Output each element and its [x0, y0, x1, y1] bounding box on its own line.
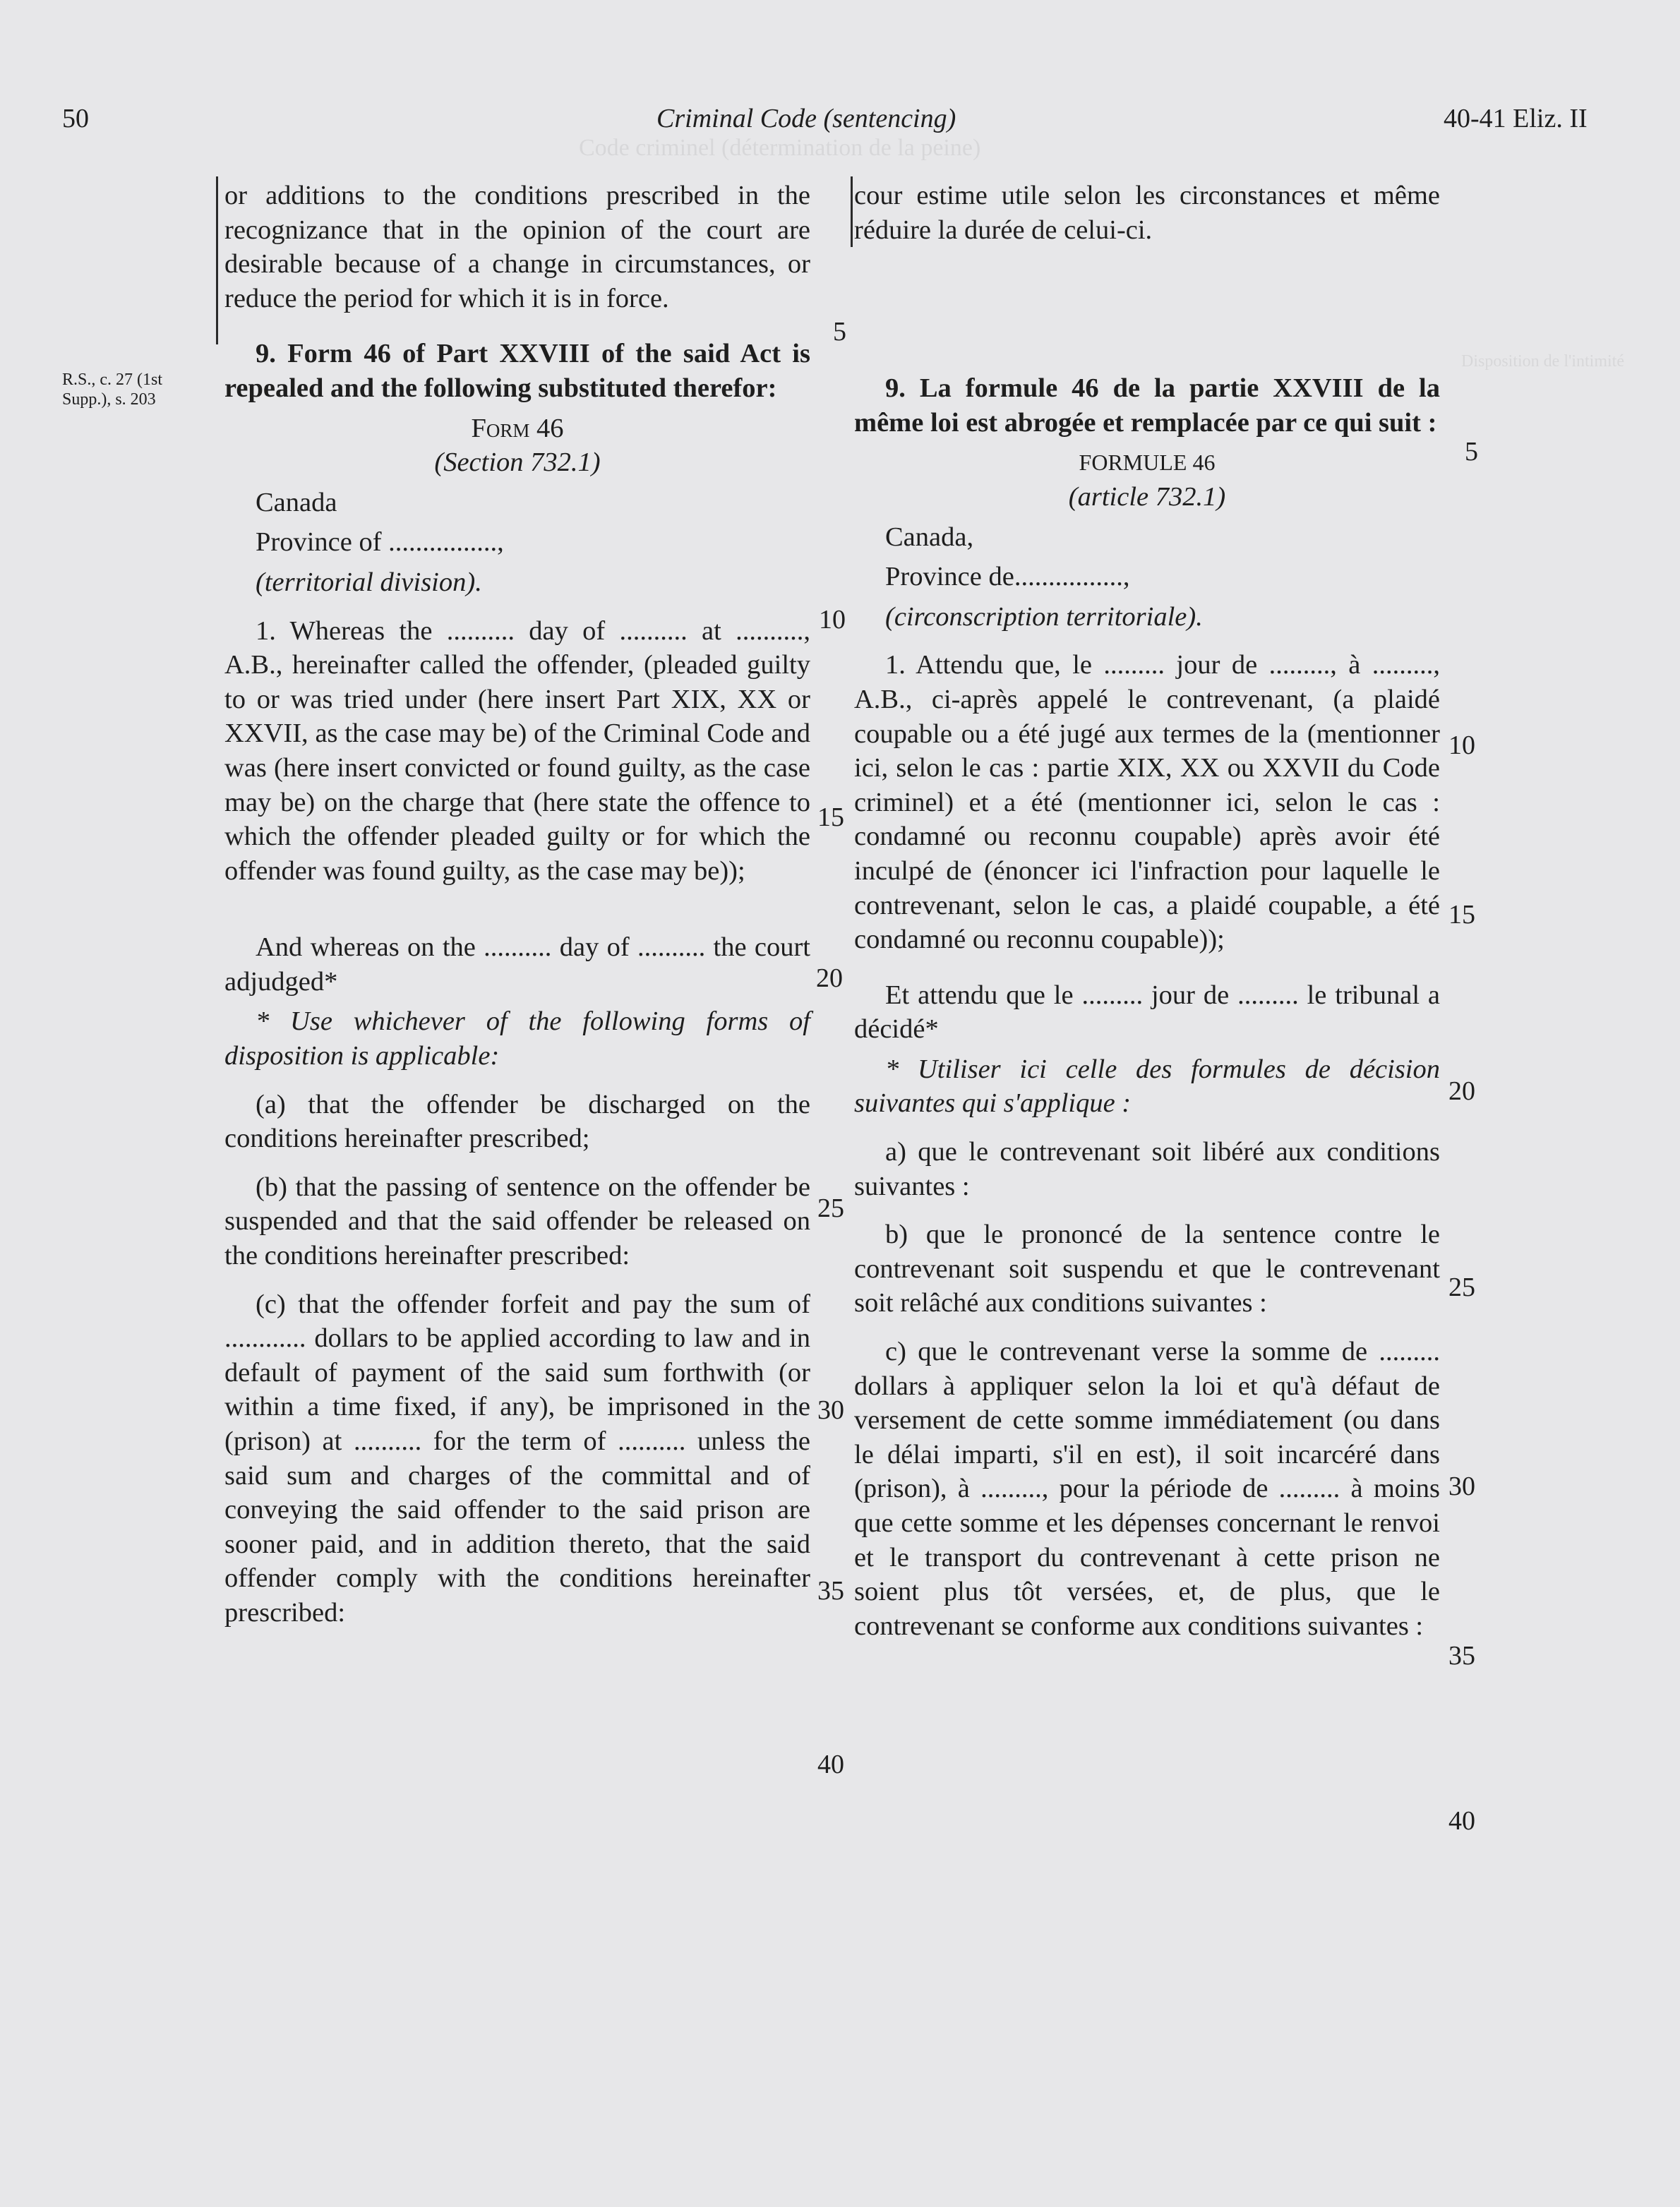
english-item-c: (c) that the offender forfeit and pay the sum of ............ dollars to be applied according to law and in default of payment of the said sum forthwith (or within a time fixed, if any), be imprisoned in the (prison) at .......... for the term of .......... unless the said sum and charges of the committal and of conveying the said offender to the said prison are sooner paid, and in addition thereto, that the said offender comply with the conditions hereinafter prescribed: — [224, 1289, 810, 1628]
french-form-title: FORMULE 46 — [1079, 450, 1216, 476]
line-number: 40 — [1448, 1806, 1475, 1836]
french-whereas-2: Et attendu que le ......... jour de ......... le tribunal a décidé* — [854, 980, 1440, 1045]
english-form-section: (Section 732.1) — [434, 447, 601, 478]
french-canada: Canada, — [885, 522, 974, 552]
french-province: Province de................, — [885, 562, 1130, 592]
line-number: 20 — [816, 963, 843, 993]
line-number: 30 — [1448, 1472, 1475, 1501]
amendment-bar-english — [216, 176, 218, 344]
line-number: 35 — [817, 1576, 844, 1606]
line-number: 20 — [1448, 1076, 1475, 1106]
english-form-title: Form 46 — [471, 413, 564, 443]
line-number: 5 — [1465, 437, 1478, 467]
english-footnote: * Use whichever of the following forms of disposition is applicable: — [224, 1006, 810, 1071]
english-clause-9: 9. Form 46 of Part XXVIII of the said Act is repealed and the following substituted therefor: — [224, 339, 810, 403]
line-number: 10 — [819, 605, 846, 635]
regnal-year: 40-41 Eliz. II — [1444, 104, 1588, 133]
english-whereas-1: 1. Whereas the .......... day of .......... at .........., A.B., hereinafter called the offender, (pleaded guilty to or was tried under (here insert Part XIX, XX or XXVII, as the case may be) of the Criminal Code and was (here insert convicted or found guilty, as the case may be) on the charge that (here state the offence to which the offender pleaded guilty or for which the offender was found guilty, as the case may be)); — [224, 615, 810, 886]
line-number: 35 — [1448, 1641, 1475, 1671]
english-canada: Canada — [256, 487, 337, 517]
french-item-a: a) que le contrevenant soit libéré aux conditions suivantes : — [854, 1137, 1440, 1201]
line-number: 5 — [833, 317, 846, 347]
line-number: 30 — [817, 1395, 844, 1425]
line-number: 40 — [817, 1750, 844, 1779]
english-item-b: (b) that the passing of sentence on the offender be suspended and that the said offender be released on the conditions hereinafter prescribed: — [224, 1172, 810, 1271]
line-number: 25 — [1448, 1273, 1475, 1302]
french-item-b: b) que le prononcé de la sentence contre le contrevenant soit suspendu et que le contrevenant soit relâché aux conditions suivantes : — [854, 1220, 1440, 1318]
line-number: 15 — [817, 802, 844, 832]
english-continuation: or additions to the conditions prescribed in the recognizance that in the opinion of the court are desirable because of a change in circumstances, or reduce the period for which it is in force. — [224, 181, 810, 313]
line-number: 15 — [1448, 900, 1475, 930]
english-column — [224, 179, 810, 1630]
french-form-section: (article 732.1) — [1068, 481, 1226, 512]
running-title: Criminal Code (sentencing) — [656, 104, 956, 133]
bleed-through-margin: Disposition de l'intimité — [1461, 352, 1624, 371]
amendment-bar-french — [851, 176, 853, 247]
french-clause-9: 9. La formule 46 de la partie XXVIII de la même loi est abrogée et remplacée par ce qui suit : — [854, 373, 1440, 438]
french-item-c: c) que le contrevenant verse la somme de ......... dollars à appliquer selon la loi et qu'à défaut de versement de cette somme immédiatement (ou dans le délai imparti, s'il en est), il soit incarcéré dans (prison), à ........., pour la période de ......... à moins que cette somme et les dépenses concernant le renvoi et le transport du contrevenant à cette prison ne soient plus tôt versées, et, de plus, que le contrevenant se conforme aux conditions suivantes : — [854, 1337, 1440, 1641]
page-number: 50 — [62, 104, 89, 133]
line-number: 25 — [817, 1193, 844, 1223]
english-whereas-2: And whereas on the .......... day of .......... the court adjudged* — [224, 932, 810, 997]
english-province: Province of ................, — [256, 527, 504, 558]
french-column — [854, 179, 1440, 1643]
english-item-a: (a) that the offender be discharged on the conditions hereinafter prescribed; — [224, 1089, 810, 1154]
french-whereas-1: 1. Attendu que, le ......... jour de ........., à ........., A.B., ci-après appelé le contrevenant, (a plaidé coupable ou a été jugé aux termes de la (mentionner ici, selon le cas : partie XIX, XX ou XXVII du Code criminel) et a été (mentionner ici, selon le cas : condamné ou reconnu coupable) après avoir été inculpé de (énoncer ici l'infraction pour laquelle le contrevenant, selon le cas, a plaidé coupable, a été condamné ou reconnu coupable)); — [854, 650, 1440, 955]
line-number: 10 — [1448, 730, 1475, 760]
bleed-through-text: Code criminel (détermination de la peine) — [579, 135, 981, 161]
french-continuation: cour estime utile selon les circonstances et même réduire la durée de celui-ci. — [854, 181, 1440, 245]
english-territorial-division: (territorial division). — [256, 567, 482, 597]
marginal-note: R.S., c. 27 (1st Supp.), s. 203 — [62, 371, 163, 409]
french-territorial-division: (circonscription territoriale). — [885, 601, 1203, 632]
french-footnote: * Utiliser ici celle des formules de décision suivantes qui s'applique : — [854, 1054, 1440, 1119]
